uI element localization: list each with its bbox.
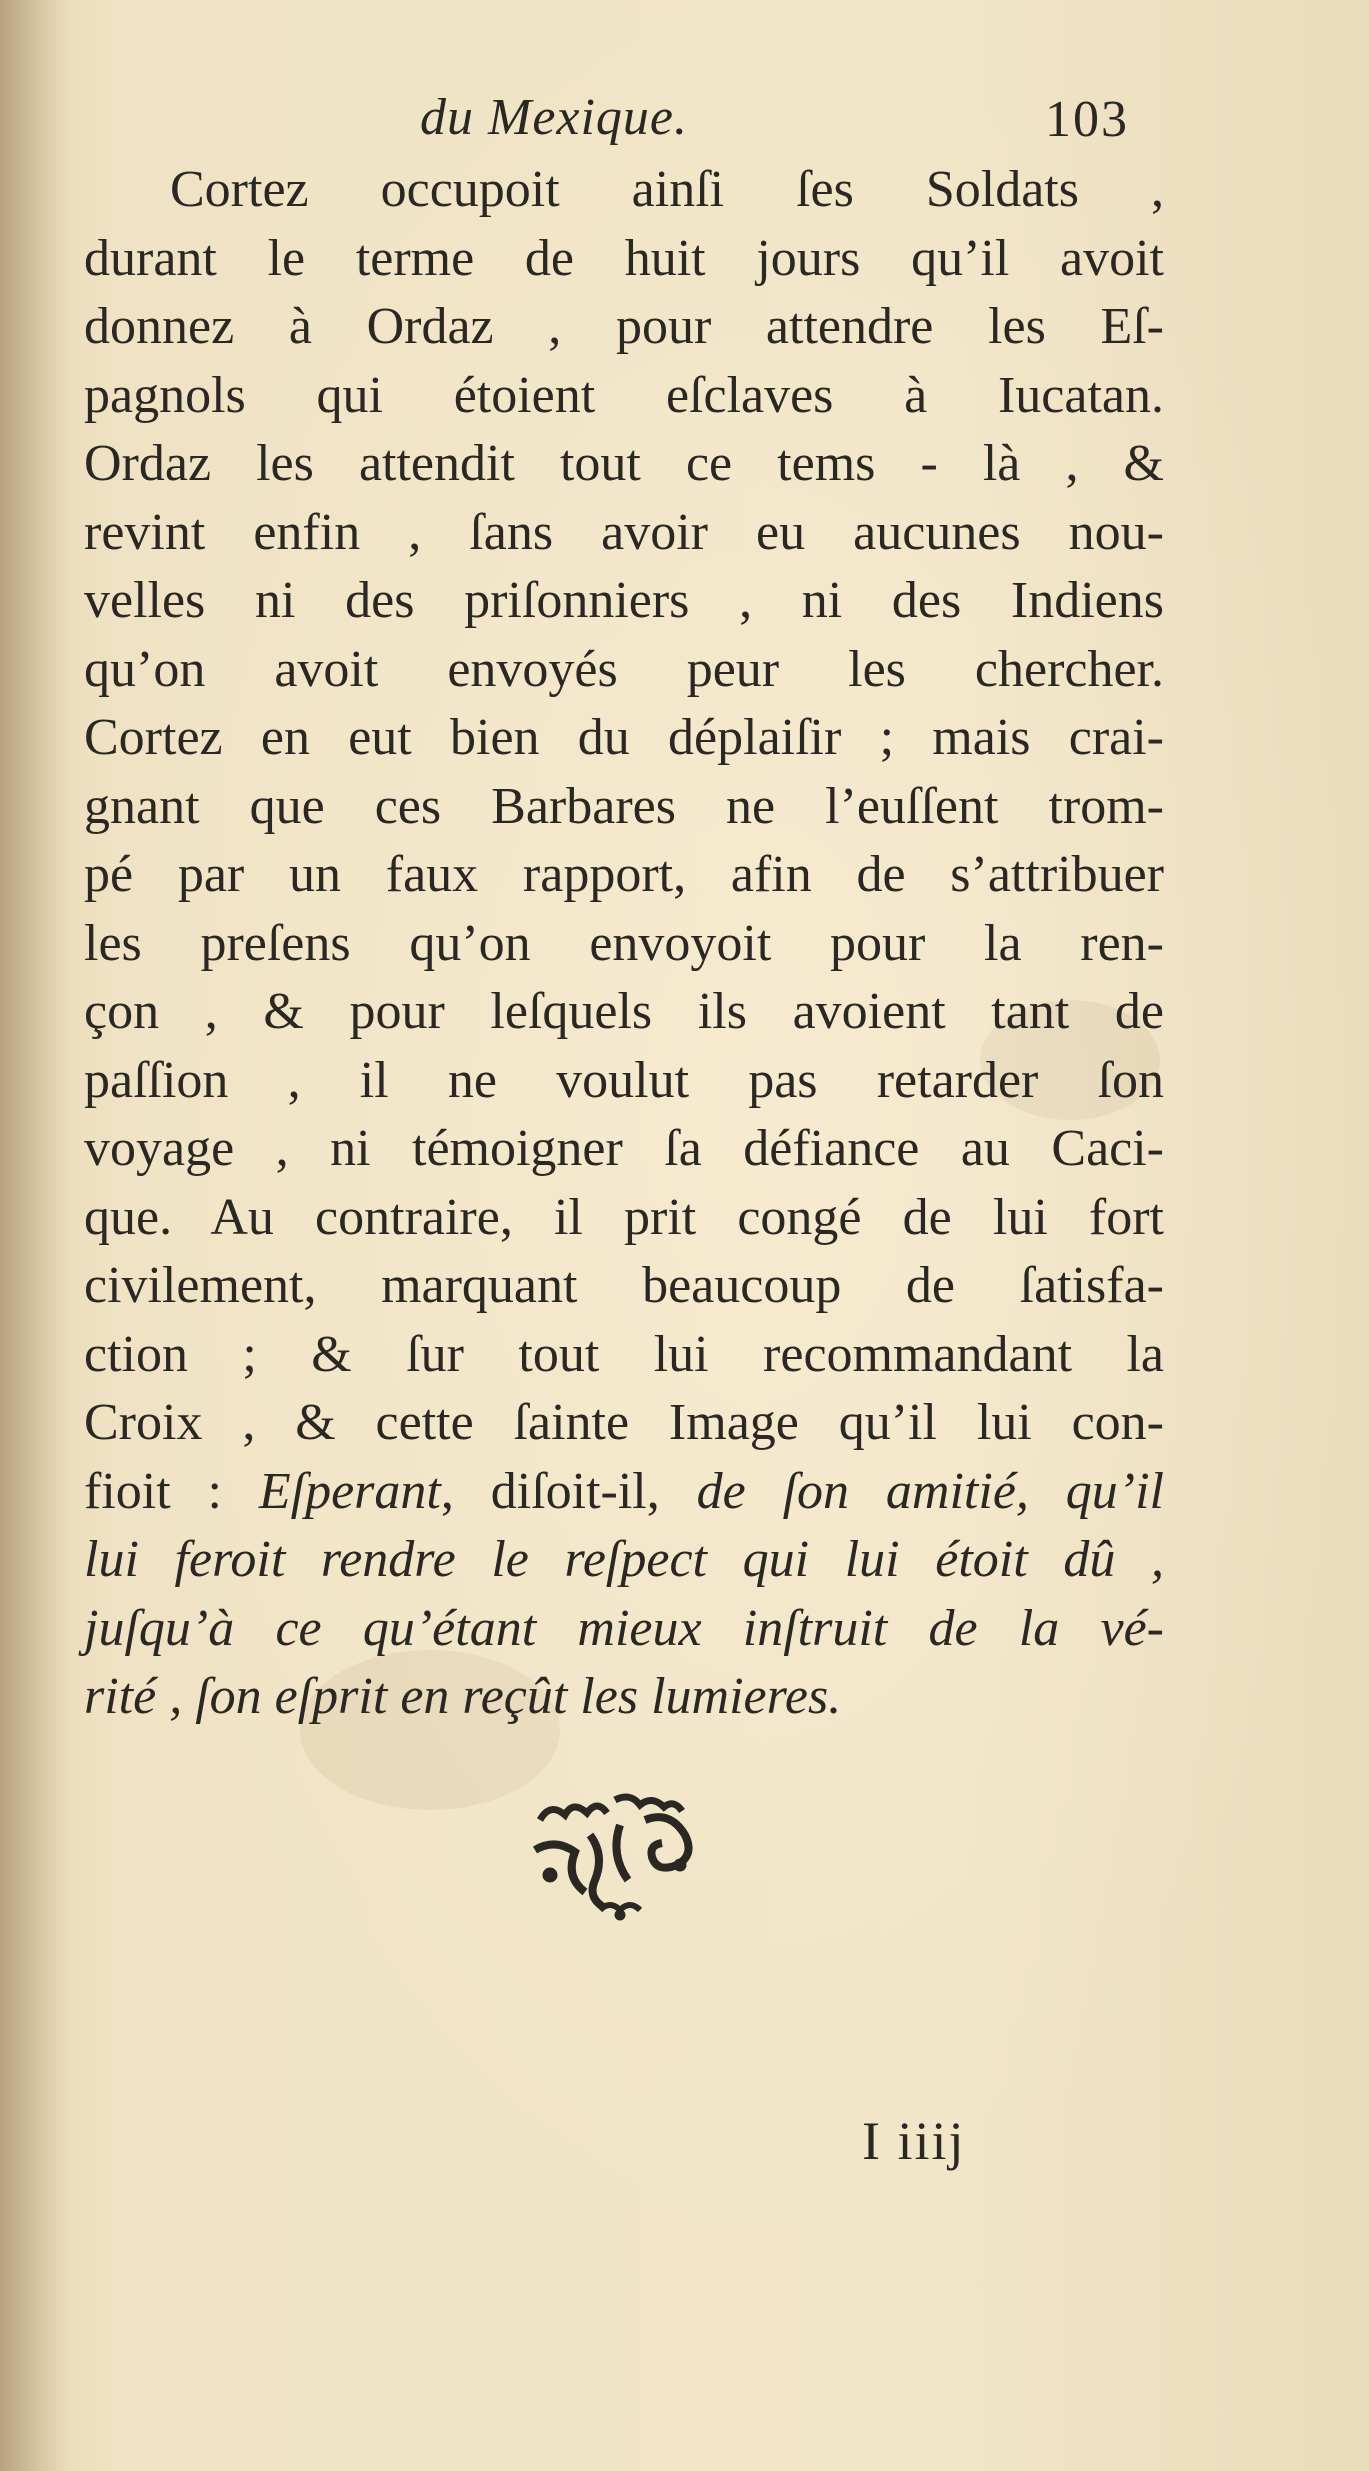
text-line: que. Au contraire, il prit congé de lui fort xyxy=(84,1188,1164,1246)
text-line: ction ; & ſur tout lui recommandant la xyxy=(84,1325,1164,1383)
text-line-italic: rité , ſon eſprit en reçût les lumieres. xyxy=(84,1668,842,1725)
text-roman: , diſoit-il, xyxy=(440,1462,697,1520)
text-line: revint enfin , ſans avoir eu aucunes nou- xyxy=(84,503,1164,561)
text-line: les preſens qu’on envoyoit pour la ren- xyxy=(84,914,1164,972)
spine-shadow xyxy=(0,0,70,2471)
text-line-italic: lui feroit rendre le reſpect qui lui étoit dû , xyxy=(84,1531,1164,1588)
text-line-italic: juſqu’à ce qu’étant mieux inſtruit de la vé- xyxy=(84,1599,1164,1657)
text-italic: de ſon amitié, qu’il xyxy=(696,1462,1165,1520)
text-line: voyage , ni témoigner ſa défiance au Caci- xyxy=(84,1120,1164,1177)
text-line: Ordaz les attendit tout ce tems - là , & xyxy=(84,435,1164,492)
text-line-mixed xyxy=(84,1458,1164,1527)
text-line: pagnols qui étoient eſclaves à Iucatan. xyxy=(84,366,1164,424)
text-line: Cortez en eut bien du déplaiſir ; mais crai- xyxy=(84,709,1164,766)
text-roman: fioit : xyxy=(84,1462,259,1520)
signature-mark: I iiij xyxy=(862,2111,966,2171)
text-line: velles ni des priſonniers , ni des Indiens xyxy=(84,572,1164,629)
text-line: gnant que ces Barbares ne l’euſſent trom- xyxy=(84,777,1164,835)
text-line: Croix , & cette ſainte Image qu’il lui con- xyxy=(84,1394,1164,1451)
text-line: Cortez occupoit ainſi ſes Soldats , xyxy=(170,161,1164,218)
text-line: qu’on avoit envoyés peur les chercher. xyxy=(84,640,1164,698)
text-line: civilement, marquant beaucoup de ſatisfa- xyxy=(84,1257,1164,1314)
page-number: 103 xyxy=(1045,91,1129,148)
running-title: du Mexique. xyxy=(420,89,689,146)
text-line: çon , & pour leſquels ils avoient tant de xyxy=(84,983,1164,1040)
text-line: durant le terme de huit jours qu’il avoit xyxy=(84,229,1164,287)
text-line: pé par un faux rapport, afin de s’attribuer xyxy=(84,846,1164,903)
text-line: paſſion , il ne voulut pas retarder ſon xyxy=(84,1051,1164,1109)
body-text xyxy=(84,156,1164,1732)
text-italic: Eſperant xyxy=(258,1462,441,1520)
text-line: donnez à Ordaz , pour attendre les Eſ- xyxy=(84,298,1164,355)
floral-tailpiece-ornament-icon xyxy=(520,1780,720,1930)
